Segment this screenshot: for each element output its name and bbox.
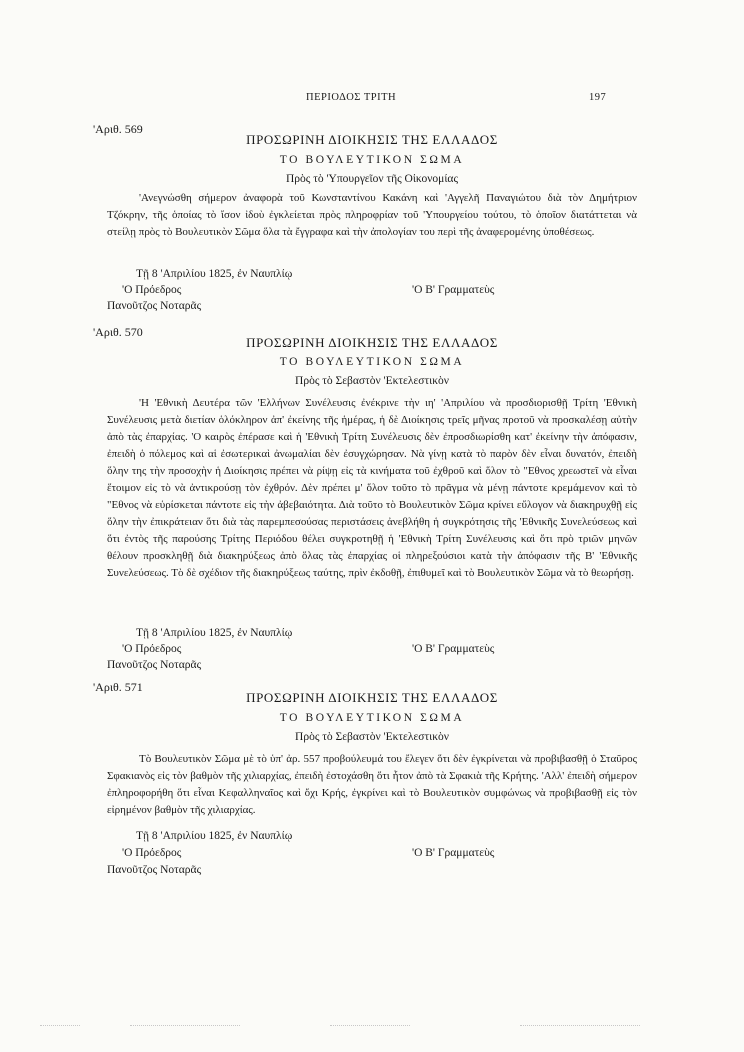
- scan-artifact: [40, 1025, 80, 1028]
- president-title: 'Ο Πρόεδρος: [122, 284, 182, 296]
- document-number: 'Αριθ. 570: [93, 325, 143, 339]
- document-date: Τῇ 8 'Απριλίου 1825, ἐν Ναυπλίῳ: [136, 268, 293, 280]
- document-number: 'Αριθ. 569: [93, 122, 143, 136]
- running-head: [0, 92, 744, 108]
- president-title: 'Ο Πρόεδρος: [122, 847, 182, 859]
- document-subheading: ΤΟ ΒΟΥΛΕΥΤΙΚΟΝ ΣΩΜΑ: [279, 356, 465, 368]
- running-title: ΠΕΡΙΟΔΟΣ ΤΡΙΤΗ: [306, 92, 397, 103]
- secretary-title: 'Ο Β' Γραμματεὺς: [412, 284, 495, 296]
- document-heading: ΠΡΟΣΩΡΙΝΗ ΔΙΟΙΚΗΣΙΣ ΤΗΣ ΕΛΛΑΔΟΣ: [246, 690, 498, 705]
- president-name: Πανοῦτζος Νοταρᾶς: [107, 659, 202, 671]
- document-addressee: Πρὸς τὸ Σεβαστὸν 'Εκτελεστικὸν: [295, 731, 449, 743]
- document-heading: ΠΡΟΣΩΡΙΝΗ ΔΙΟΙΚΗΣΙΣ ΤΗΣ ΕΛΛΑΔΟΣ: [246, 335, 498, 350]
- document-subheading: ΤΟ ΒΟΥΛΕΥΤΙΚΟΝ ΣΩΜΑ: [279, 154, 465, 166]
- document-addressee: Πρὸς τὸ 'Υπουργεῖον τῆς Οἰκονομίας: [285, 173, 458, 185]
- president-name: Πανοῦτζος Νοταρᾶς: [107, 864, 202, 876]
- scan-artifact: [520, 1025, 640, 1028]
- document-addressee: Πρὸς τὸ Σεβαστὸν 'Εκτελεστικὸν: [295, 375, 449, 387]
- secretary-title: 'Ο Β' Γραμματεὺς: [412, 643, 495, 655]
- document-body: 'Ανεγνώσθη σήμερον ἀναφορὰ τοῦ Κωνσταντίνου Κακάνη καὶ 'Αγγελῆ Παναγιώτου διὰ τὸν Δημήτριον Τζόκρην, τῆς ὁποίας τὸ ἴσον ἰδοὺ ἐγκλείεται πρὸς πληροφρίαν τοῦ 'Υπουργείου τούτου, τὸ ὁποῖον διατάττεται νὰ στείλῃ πρὸς τὸ Βουλευτικὸν Σῶμα ὅλα τὰ ἔγγραφα καὶ τὴν ἀπολογίαν του περὶ τῆς ἀναφερομένης ὑποθέσεως.: [107, 192, 637, 238]
- document-heading: ΠΡΟΣΩΡΙΝΗ ΔΙΟΙΚΗΣΙΣ ΤΗΣ ΕΛΛΑΔΟΣ: [246, 132, 498, 147]
- document-date: Τῇ 8 'Απριλίου 1825, ἐν Ναυπλίῳ: [136, 830, 293, 842]
- document-body: Τὸ Βουλευτικὸν Σῶμα μὲ τὸ ὑπ' ἀρ. 557 προβούλευμά του ἔλεγεν ὅτι δὲν ἐγκρίνεται νὰ προβιβασθῇ ὁ Σταῦρος Σφακιανὸς εἰς τὸν βαθμὸν τῆς χιλιαρχίας, ἐπειδὴ ἐστοχάσθη ὅτι ἦτον ἀπὸ τὰ Σφακιὰ τῆς Κρήτης. 'Αλλ' ἐπειδὴ σήμερον ἐπληροφορήθη ὅτι εἶναι Κεφαλληναῖος καὶ ὄχι Κρής, ἐγκρίνει καὶ τὸ Βουλευτικὸν συμφώνως νὰ προβιβασθῇ εἰς τὸν εἰρημένον βαθμὸν τῆς χιλιαρχίας.: [107, 753, 637, 816]
- scan-artifact: [130, 1025, 240, 1028]
- president-title: 'Ο Πρόεδρος: [122, 643, 182, 655]
- document-body: 'Η 'Εθνικὴ Δευτέρα τῶν 'Ελλήνων Συνέλευσις ἐνέκρινε τὴν ιη' 'Απριλίου νὰ προσδιορισθῇ Τρίτη 'Εθνικὴ Συνέλευσις μετὰ διετίαν ὁλόκληρον ἀπ' ἐκείνης τῆς ἡμέρας, ἡ δὲ Διοίκησις τρεῖς μῆνας προτοῦ νὰ προσκαλέσῃ αὐτὴν ἀπὸ τὰς ἐπαρχίας. 'Ο καιρὸς ἐπέρασε καὶ ἡ 'Εθνικὴ Τρίτη Συνέλευσις δὲν ἐπροσδιωρίσθη κατ' ἐκείνην τὴν ἀπόφασιν, ἐπειδὴ ὁ πόλεμος καὶ αἱ ἐσωτερικαὶ ἀνωμαλίαι δὲν ἐσυγχώρησαν. Νὰ γίνῃ κατὰ τὸ παρὸν δὲν εἶναι δυνατόν, ἐπειδὴ ὅλην της τὴν προσοχὴν ἡ Διοίκησις πρέπει νὰ ρίψῃ εἰς τὰ κινήματα τοῦ ἐχθροῦ καὶ ὅλον τὸ "Εθνος χρεωστεῖ νὰ εἶναι ἕτοιμον εἰς τὸ νὰ ἀντικρούσῃ τὸν ἐχθρόν. Δὲν πρέπει μ' ὅλον τοῦτο τὸ πρᾶγμα νὰ μένῃ πάντοτε κρεμάμενον καὶ τὸ "Εθνος νὰ εὑρίσκεται πάντοτε εἰς τὴν ἀβεβαιότητα. Διὰ τοῦτο τὸ Βουλευτικὸν Σῶμα κρίνει εὔλογον νὰ διακηρυχθῇ εἰς ὅλην τὴν ἐπικράτειαν ὅτι διὰ τὰς παρεμπεσούσας περιστάσεις ἀνεβλήθη ἡ συγκρότησις τῆς 'Εθνικῆς Συνελεύσεως καὶ ὅτι ἐντὸς τῆς παρούσης Τρίτης Περιόδου θέλει συγκροτηθῇ ἡ 'Εθνικὴ Τρίτη Συνέλευσις καὶ ὅτι πρὸ τριῶν μηνῶν θέλουν προσκληθῇ διὰ διακηρύξεως ἀπὸ ὅλας τὰς ἐπαρχίας οἱ πληρεξούσιοι κατὰ τὴν ἀπόφασιν τῆς Β' 'Εθνικῆς Συνελεύσεως. Τὸ δὲ σχέδιον τῆς διακηρύξεως ταύτης, πρὶν ἐκδοθῇ, ἐπιθυμεῖ καὶ τὸ Βουλευτικὸν Σῶμα νὰ τὸ θεωρήσῃ.: [107, 397, 637, 579]
- document-number: 'Αριθ. 571: [93, 680, 143, 694]
- scan-artifact: [330, 1025, 410, 1028]
- document-subheading: ΤΟ ΒΟΥΛΕΥΤΙΚΟΝ ΣΩΜΑ: [279, 712, 465, 724]
- document-date: Τῇ 8 'Απριλίου 1825, ἐν Ναυπλίῳ: [136, 627, 293, 639]
- secretary-title: 'Ο Β' Γραμματεὺς: [412, 847, 495, 859]
- president-name: Πανοῦτζος Νοταρᾶς: [107, 300, 202, 312]
- page-number: 197: [589, 92, 607, 103]
